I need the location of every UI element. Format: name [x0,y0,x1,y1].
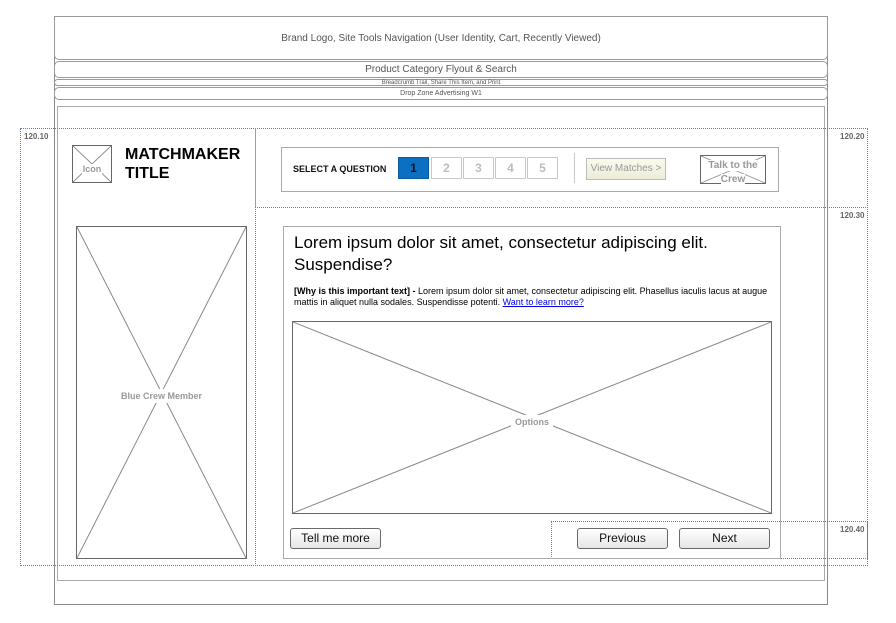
why-important-label: [Why is this important text] - [294,286,416,296]
ref-label-120-10: 120.10 [24,132,49,141]
ref-label-120-40: 120.40 [840,525,865,534]
question-heading: Lorem ipsum dolor sit amet, consectetur adipiscing elit. Suspendise? [294,233,708,274]
matchmaker-icon [72,145,112,183]
question-number-1[interactable]: 1 [398,157,429,179]
description-text: Lorem ipsum dolor sit amet, consectetur adipiscing elit. Phasellus iaculis lacus at augue mattis in aliquet nulla sodales. Suspendisse potenti. [294,286,768,307]
category-search-bar [54,61,828,78]
tell-me-more-button[interactable] [290,528,381,549]
question-description [294,286,772,308]
icon-label: Icon [82,164,102,174]
next-label: Next [712,531,737,545]
matchmaker-title: MATCHMAKER TITLE [125,146,241,182]
nav-divider [574,153,575,183]
site-tools-text: Brand Logo, Site Tools Navigation (User Identity, Cart, Recently Viewed) [281,33,601,44]
learn-more-link[interactable]: Want to learn more? [502,297,584,307]
options-label: Options [511,415,553,429]
talk-to-crew-label: Talk to the Crew [708,160,758,185]
dropzone-ad-bar [54,87,828,100]
question-number-5[interactable]: 5 [527,157,558,179]
question-number-3[interactable]: 3 [463,157,494,179]
ref-label-120-30: 120.30 [840,211,865,220]
previous-button[interactable] [577,528,668,549]
crew-member-image [76,226,247,559]
ref-label-120-20: 120.20 [840,132,865,141]
breadcrumb-text: Breadcrumb Trail, Share This Item, and Print [381,80,501,86]
question-number-4[interactable]: 4 [495,157,526,179]
talk-to-crew-button[interactable] [700,155,766,184]
crew-member-label: Blue Crew Member [118,389,205,403]
select-question-label: SELECT A QUESTION [293,164,387,174]
breadcrumb-bar [54,79,828,86]
view-matches-button[interactable] [586,158,666,180]
site-tools-bar [54,16,828,60]
next-button[interactable] [679,528,770,549]
category-search-text: Product Category Flyout & Search [365,64,517,75]
question-number-2[interactable]: 2 [431,157,462,179]
view-matches-label: View Matches > [590,163,662,174]
previous-label: Previous [599,531,646,545]
tell-me-more-label: Tell me more [301,531,370,545]
options-area[interactable] [292,321,772,514]
dropzone-ad-text: Drop Zone Advertising W1 [400,90,482,97]
